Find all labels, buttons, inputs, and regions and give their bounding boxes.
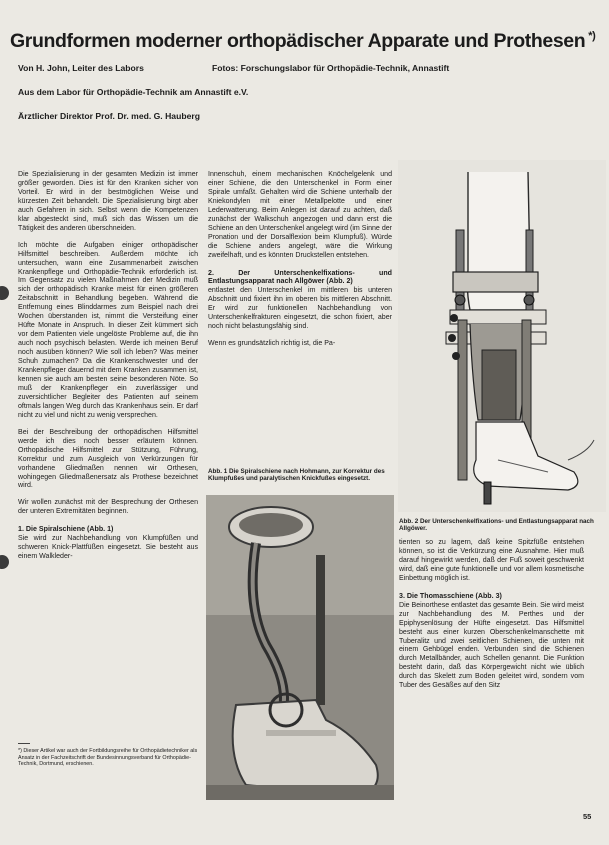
- article-title: Grundformen moderner orthopädischer Apparate und Prothesen *): [10, 30, 596, 52]
- paragraph: Die Spezialisierung in der gesamten Medizin ist immer größer geworden. Dies ist für den Kranken sicher von Vorteil. Er wird in der bestmöglichen Weise und kürzesten Zeit behandelt. Die Spezialisierung birgt aber auch Gefahren in sich. Selbst wenn die Kompetenzen klar abgesteckt sind, muß sich das Wissen um die Tätigkeit des anderen überschneiden.: [18, 171, 198, 232]
- page-number: 55: [583, 812, 592, 821]
- section-heading: 3. Die Thomasschiene (Abb. 3): [399, 591, 502, 600]
- spiral-splint-photo: [206, 495, 394, 800]
- photo-credit: Fotos: Forschungslabor für Orthopädie-Technik, Annastift: [212, 63, 450, 73]
- title-footnote-mark: *): [588, 30, 596, 42]
- paragraph: tienten so zu lagern, daß keine Spitzfüße entstehen können, so ist die Verkürzung eine Ausnahme. Hier muß darauf hingewirkt werden, daß der Fuß soweit geschwenkt wird, daß eine gute funktionelle und vor allem kosmetische Einbettung möglich ist.: [399, 539, 584, 582]
- director-line: Ärztlicher Direktor Prof. Dr. med. G. Hauberg: [18, 111, 200, 121]
- text-column-3: [399, 539, 584, 699]
- paragraph: Wenn es grundsätzlich richtig ist, die Pa-: [208, 340, 336, 348]
- paragraph: Wir wollen zunächst mit der Besprechung der Orthesen der unteren Extremitäten beginnen.: [18, 499, 198, 516]
- paragraph: entlastet den Unterschenkel im mittleren bis unteren Abschnitt und fixiert ihn im oberen bis mittleren Abschnitt. Er wird zur funktionellen Nachbehandlung von Unterschenkelfrakturen eingesetzt, die schon fixiert, aber noch nicht belastungsfähig sind.: [208, 287, 392, 331]
- figure-2-caption: Abb. 2 Der Unterschenkelfixations- und Entlastungsapparat nach Allgöwer.: [399, 518, 594, 533]
- section-heading: 2. Der Unterschenkelfixations- und Entlastungsapparat nach Allgöwer (Abb. 2): [208, 268, 392, 286]
- figure-2-drawing: [398, 160, 606, 512]
- paragraph: Innenschuh, einem mechanischen Knöchelgelenk und einer Schiene, die den Unterschenkel in Form einer Spirale umfaßt. Gehalten wird die Schiene unterhalb der Kniekondylen mit einer Metallpelotte und einer Lederwatterung. Beim Anlegen ist darauf zu achten, daß zunächst der Walkschuh angezogen und dann erst die Schiene an den Unterschenkel angelegt wird (im Sinne der Pronation und der Dorsalflexion beim Klumpfuß). Würde die Schiene anders angelegt, wäre die Wirkung zweifelhaft, und es könnten Druckstellen entstehen.: [208, 171, 392, 259]
- punch-hole: [0, 286, 9, 300]
- paragraph: Sie wird zur Nachbehandlung von Klumpfüßen und schweren Knick-Plattfüßen eingesetzt. Sie besteht aus einem Walkleder-: [18, 535, 198, 561]
- institute-line: Aus dem Labor für Orthopädie-Technik am Annastift e.V.: [18, 87, 249, 97]
- punch-hole: [0, 555, 9, 569]
- paragraph: Ich möchte die Aufgaben einiger orthopädischer Hilfsmittel beschreiben. Außerdem möchte ich untersuchen, wann eine Zusammenarbeit zwischen Krankenpflege und Orthopädie-Technik erforderlich ist. Im Gegensatz zu vielen Maßnahmen der Medizin muß sich der orthopädisch Kranke meist für einen größeren Zeitabschnitt in Behandlung begeben. Während die Entfernung eines Blinddarmes zum Beispiel nach drei Wochen überstanden ist, nimmt die Versteifung einer Hüfte Monate in Anspruch. In dieser Zeit kümmert sich vor dem Patienten viele ungelöste Probleme auf, die ihn auch noch psychisch belasten. Werde ich meinen Beruf noch ausüben können? Wie soll ich leben? Was meiner Schuh zumachen? Da die Krankenschwester und der Krankenpfleger dauernd mit dem Kranken zusammen ist, kennen sie auch am besten seine besonderen Nöte. So muß der Krankenpfleger ein zuverlässiger und zuversichtlicher Begleiter des Patienten auf seinem oftmals langen Weg durch das Krankenhaus sein. Er darf nicht zu viel und nicht zu wenig versprechen.: [18, 241, 198, 419]
- footnote-rule: [18, 743, 30, 744]
- paragraph: Bei der Beschreibung der orthopädischen Hilfsmittel werde ich dies noch besser erläutern können. Orthopädische Hilfsmittel zur Stützung, Führung, Korrektur und zum Ausgleich von Verkürzungen für vorhandene Gliedmaßen nennen wir Orthesen, wohingegen Gliedmaßenersatz als Prothese bezeichnet wird.: [18, 428, 198, 490]
- text-column-2: [208, 171, 392, 357]
- author-line: Von H. John, Leiter des Labors: [18, 63, 144, 73]
- figure-1-photo: [206, 495, 394, 800]
- figure-1-caption: Abb. 1 Die Spiralschiene nach Hohmann, zur Korrektur des Klumpfußes und paralytischen Knickfußes eingesetzt.: [208, 468, 385, 483]
- paragraph: Die Beinorthese entlastet das gesamte Bein. Sie wird meist zur Nachbehandlung des M. Perthes und der Epiphysenlösung der Hüfte eingesetzt. Das Hilfsmittel besteht aus einer kurzen Oberschenkelmanschette mit Tuberalitz und zwei seitlichen Schienen, die unten mit einem Gehbügel enden. Verbunden sind die Schienen durch Metallbänder, auch Schellen genannt. Die Funktion besteht darin, daß das Körpergewicht nicht wie üblich durch das Skelett zum Boden geleitet wird, sondern vom Tuber des Gesäßes auf den Sitz: [399, 601, 584, 690]
- text-column-1: [18, 171, 198, 570]
- footnote: *) Dieser Artikel war auch der Fortbildungsreihe für Orthopädietechniker als Ansatz in der Fachzeitschrift der Bundesinnungsverband für Orthopädie-Technik, Dortmund, erschienen.: [18, 748, 198, 768]
- section-heading: 1. Die Spiralschiene (Abb. 1): [18, 525, 114, 534]
- orthosis-drawing: [398, 160, 606, 512]
